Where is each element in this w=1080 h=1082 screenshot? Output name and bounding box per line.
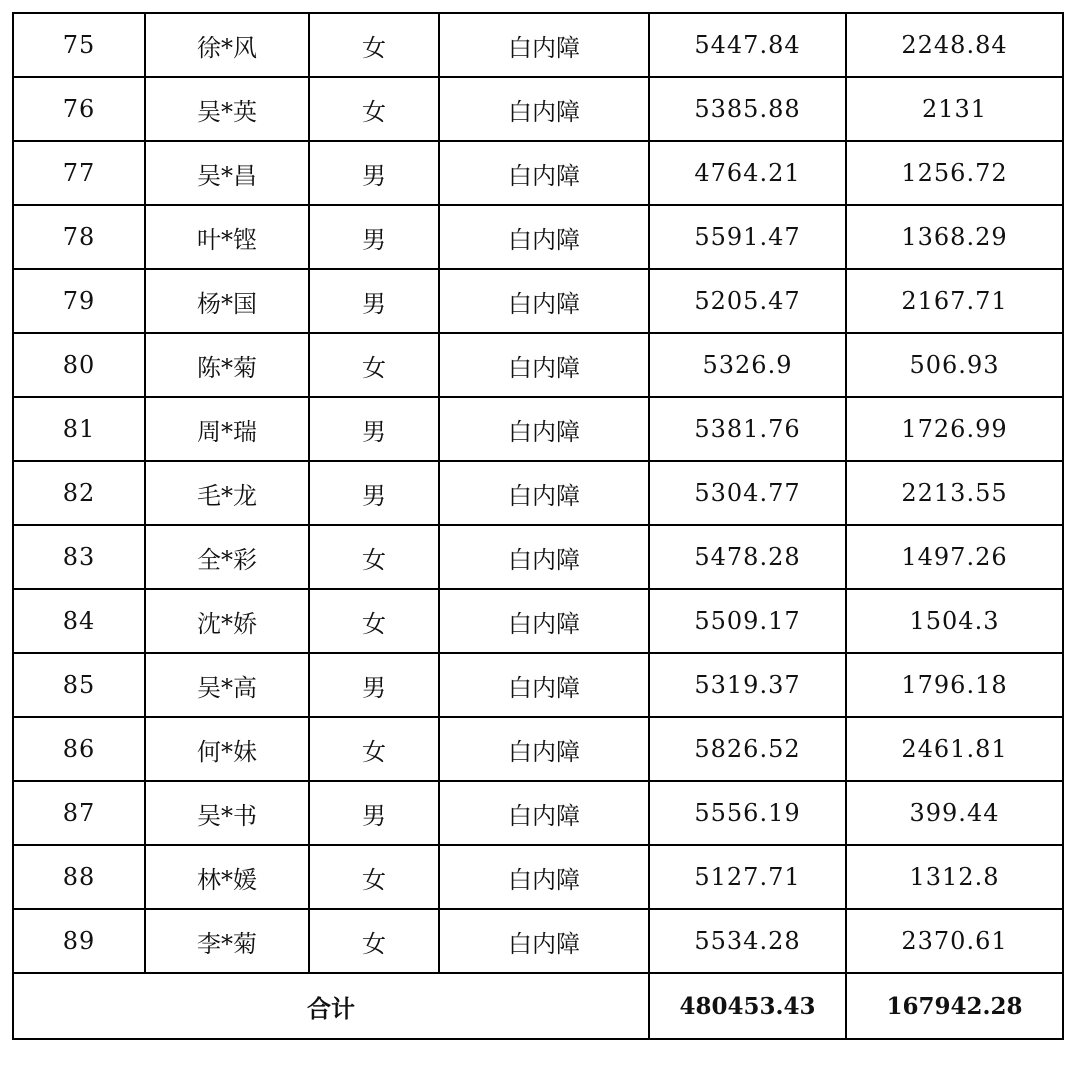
table-row [13, 77, 1063, 141]
cell-reimbursed: 1368.29 [846, 205, 1063, 269]
cell-total-cost: 5591.47 [649, 205, 846, 269]
cell-name: 全*彩 [145, 525, 309, 589]
cell-reimbursed: 2370.61 [846, 909, 1063, 973]
cell-reimbursed: 506.93 [846, 333, 1063, 397]
cell-gender: 女 [309, 77, 439, 141]
table-row [13, 845, 1063, 909]
table-row [13, 589, 1063, 653]
cell-disease: 白内障 [439, 525, 649, 589]
table-row [13, 717, 1063, 781]
table-body [13, 13, 1063, 1039]
table-row [13, 525, 1063, 589]
total-row [13, 973, 1063, 1039]
cell-reimbursed: 1726.99 [846, 397, 1063, 461]
total-label: 合计 [13, 973, 649, 1039]
table-row [13, 141, 1063, 205]
cell-name: 沈*娇 [145, 589, 309, 653]
cell-disease: 白内障 [439, 653, 649, 717]
cell-name: 吴*高 [145, 653, 309, 717]
cell-total-cost: 5447.84 [649, 13, 846, 77]
cell-name: 吴*书 [145, 781, 309, 845]
cell-total-cost: 5381.76 [649, 397, 846, 461]
cell-reimbursed: 2167.71 [846, 269, 1063, 333]
cell-number: 79 [13, 269, 145, 333]
cell-number: 84 [13, 589, 145, 653]
cell-disease: 白内障 [439, 781, 649, 845]
cell-reimbursed: 399.44 [846, 781, 1063, 845]
cell-number: 81 [13, 397, 145, 461]
cell-reimbursed: 1256.72 [846, 141, 1063, 205]
table-row [13, 13, 1063, 77]
cell-disease: 白内障 [439, 909, 649, 973]
cell-name: 李*菊 [145, 909, 309, 973]
cell-number: 85 [13, 653, 145, 717]
cell-disease: 白内障 [439, 269, 649, 333]
cell-gender: 男 [309, 205, 439, 269]
cell-total-cost: 5385.88 [649, 77, 846, 141]
cell-total-cost: 5509.17 [649, 589, 846, 653]
cell-name: 杨*国 [145, 269, 309, 333]
cell-reimbursed: 2213.55 [846, 461, 1063, 525]
table-row [13, 653, 1063, 717]
cell-disease: 白内障 [439, 141, 649, 205]
cell-total-cost: 5127.71 [649, 845, 846, 909]
cell-disease: 白内障 [439, 397, 649, 461]
cell-reimbursed: 1796.18 [846, 653, 1063, 717]
cell-gender: 男 [309, 397, 439, 461]
table-row [13, 333, 1063, 397]
cell-disease: 白内障 [439, 589, 649, 653]
cell-disease: 白内障 [439, 717, 649, 781]
cell-number: 77 [13, 141, 145, 205]
cell-disease: 白内障 [439, 845, 649, 909]
cell-name: 毛*龙 [145, 461, 309, 525]
cell-reimbursed: 2461.81 [846, 717, 1063, 781]
cell-name: 周*瑞 [145, 397, 309, 461]
cell-number: 76 [13, 77, 145, 141]
cell-disease: 白内障 [439, 77, 649, 141]
table-row [13, 397, 1063, 461]
cell-disease: 白内障 [439, 461, 649, 525]
cell-total-cost: 5326.9 [649, 333, 846, 397]
cell-disease: 白内障 [439, 333, 649, 397]
cell-gender: 女 [309, 525, 439, 589]
cell-gender: 女 [309, 909, 439, 973]
cell-total-cost: 5534.28 [649, 909, 846, 973]
cell-name: 徐*风 [145, 13, 309, 77]
cell-number: 87 [13, 781, 145, 845]
cell-name: 吴*英 [145, 77, 309, 141]
table-row [13, 269, 1063, 333]
cell-name: 吴*昌 [145, 141, 309, 205]
cell-reimbursed: 2248.84 [846, 13, 1063, 77]
table-row [13, 909, 1063, 973]
cell-reimbursed: 1312.8 [846, 845, 1063, 909]
patient-cost-table [12, 12, 1064, 1040]
cell-number: 86 [13, 717, 145, 781]
cell-name: 何*妹 [145, 717, 309, 781]
cell-name: 叶*铿 [145, 205, 309, 269]
cell-gender: 女 [309, 845, 439, 909]
cell-total-cost: 5478.28 [649, 525, 846, 589]
cell-total-cost: 5826.52 [649, 717, 846, 781]
table-row [13, 781, 1063, 845]
cell-number: 88 [13, 845, 145, 909]
cell-gender: 男 [309, 653, 439, 717]
cell-total-cost: 5205.47 [649, 269, 846, 333]
cell-gender: 男 [309, 461, 439, 525]
cell-total-cost: 5556.19 [649, 781, 846, 845]
cell-gender: 女 [309, 333, 439, 397]
cell-gender: 女 [309, 589, 439, 653]
table-row [13, 205, 1063, 269]
cell-gender: 男 [309, 781, 439, 845]
cell-gender: 女 [309, 13, 439, 77]
cell-number: 80 [13, 333, 145, 397]
cell-disease: 白内障 [439, 205, 649, 269]
cell-gender: 男 [309, 141, 439, 205]
cell-total-cost: 5304.77 [649, 461, 846, 525]
table-row [13, 461, 1063, 525]
cell-disease: 白内障 [439, 13, 649, 77]
cell-total-cost: 5319.37 [649, 653, 846, 717]
total-cost-sum: 480453.43 [649, 973, 846, 1039]
cell-gender: 女 [309, 717, 439, 781]
reimbursed-sum: 167942.28 [846, 973, 1063, 1039]
cell-name: 陈*菊 [145, 333, 309, 397]
cell-number: 89 [13, 909, 145, 973]
cell-name: 林*媛 [145, 845, 309, 909]
cell-number: 78 [13, 205, 145, 269]
cell-reimbursed: 1497.26 [846, 525, 1063, 589]
cell-number: 82 [13, 461, 145, 525]
cell-reimbursed: 2131 [846, 77, 1063, 141]
cell-number: 83 [13, 525, 145, 589]
cell-reimbursed: 1504.3 [846, 589, 1063, 653]
cell-total-cost: 4764.21 [649, 141, 846, 205]
cell-number: 75 [13, 13, 145, 77]
cell-gender: 男 [309, 269, 439, 333]
